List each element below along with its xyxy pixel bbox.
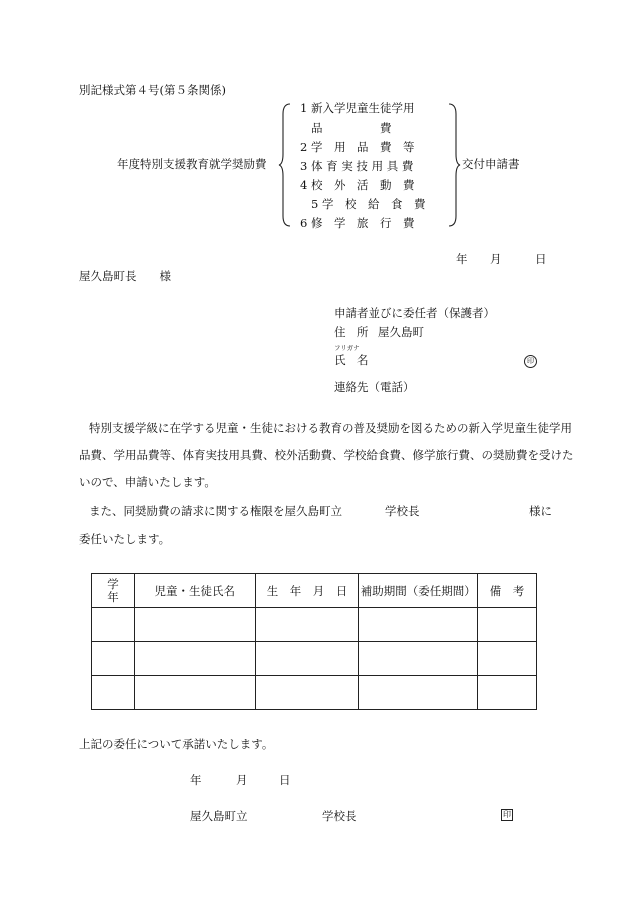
cell-subsidy-period[interactable] [359,642,478,676]
form-number: 別記様式第４号(第５条関係) [79,83,226,97]
student-table [91,573,537,710]
table-row [92,676,537,710]
school-prefix: 屋久島町立 [190,809,248,823]
left-brace [278,102,292,228]
contact-label: 連絡先（電話） [334,380,415,394]
body-line-4b: 学校長 [385,504,420,518]
cell-remarks[interactable] [478,676,537,710]
address-value: 屋久島町 [378,325,424,339]
cell-remarks[interactable] [478,642,537,676]
bottom-date-month: 月 [236,773,248,787]
cell-grade[interactable] [92,642,135,676]
consent-text: 上記の委任について承諾いたします。 [79,737,274,751]
header-remarks: 備 考 [478,574,537,608]
item-5: 5 学 校 給 食 費 [311,197,426,211]
item-3: 3 体 育 実 技 用 具 費 [300,159,414,173]
table-row [92,642,537,676]
address-label: 住 所 [334,325,369,339]
bottom-date-day: 日 [279,773,291,787]
header-birth-date: 生 年 月 日 [255,574,359,608]
school-principal: 学校長 [322,809,357,823]
cell-student-name[interactable] [134,676,255,710]
principal-seal: 印 [503,810,511,819]
header-grade: 学年 [92,574,135,608]
date-year: 年 [456,252,468,266]
item-2: 2 学 用 品 費 等 [300,140,415,154]
item-4: 4 校 外 活 動 費 [300,178,415,192]
title-prefix: 年度特別支援教育就学奨励費 [117,157,267,171]
date-month: 月 [490,252,502,266]
date-day: 日 [535,252,547,266]
table-header-row [92,574,537,608]
cell-birth-date[interactable] [255,676,359,710]
header-subsidy-period: 補助期間（委任期間） [359,574,478,608]
cell-remarks[interactable] [478,608,537,642]
seal-mark: 印 [524,355,537,368]
body-line-1: 特別支援学級に在学する児童・生徒における教育の普及奨励を図るための新入学児童生徒学用 [89,421,572,435]
right-brace [447,102,461,228]
item-6: 6 修 学 旅 行 費 [300,216,415,230]
body-line-4a: また、同奨励費の請求に関する権限を屋久島町立 [89,504,342,518]
applicant-heading: 申請者並びに委任者（保護者） [334,306,495,320]
header-student-name: 児童・生徒氏名 [134,574,255,608]
body-line-2: 品費、学用品費等、体育実技用具費、校外活動費、学校給食費、修学旅行費、の奨励費を受けた [79,448,574,462]
cell-grade[interactable] [92,608,135,642]
body-line-3: いので、申請いたします。 [79,475,216,489]
cell-student-name[interactable] [134,642,255,676]
cell-grade[interactable] [92,676,135,710]
item-1-cont: 品 費 [311,121,392,135]
body-line-4c: 様に [529,504,552,518]
title-suffix: 交付申請書 [462,157,520,171]
furigana-label: フリガナ [334,344,360,352]
cell-birth-date[interactable] [255,642,359,676]
addressee: 屋久島町長 様 [79,269,171,283]
item-1: 1 新入学児童生徒学用 [300,101,415,115]
cell-subsidy-period[interactable] [359,676,478,710]
cell-birth-date[interactable] [255,608,359,642]
cell-student-name[interactable] [134,608,255,642]
name-label: 氏 名 [334,353,369,367]
table-row [92,608,537,642]
body-line-5: 委任いたします。 [79,532,171,546]
cell-subsidy-period[interactable] [359,608,478,642]
bottom-date-year: 年 [190,773,202,787]
